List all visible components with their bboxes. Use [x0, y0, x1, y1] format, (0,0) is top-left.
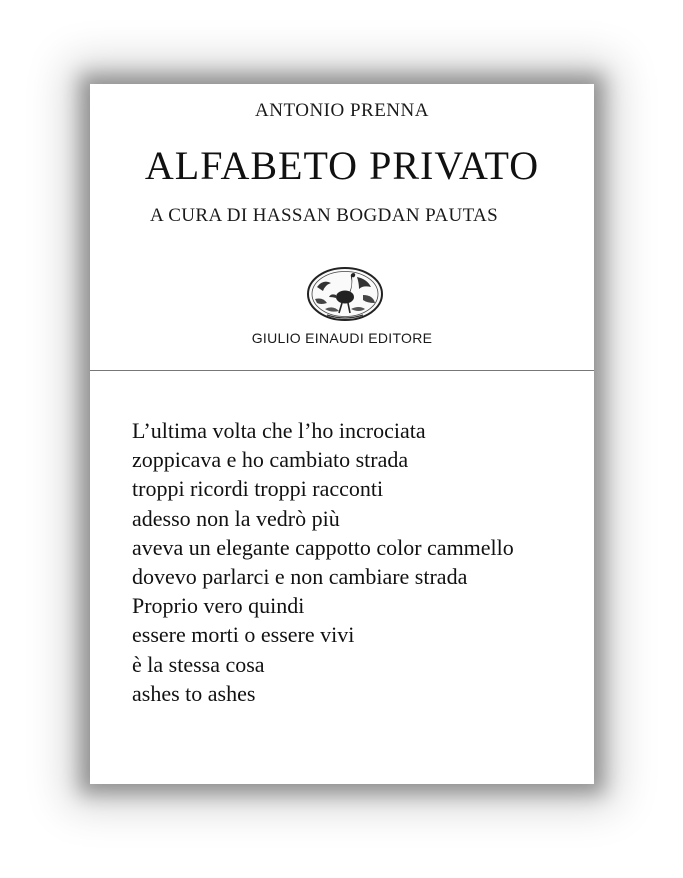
cover-divider — [90, 370, 594, 371]
poem-line: zoppicava e ho cambiato strada — [132, 447, 409, 473]
poem-line: è la stessa cosa — [132, 651, 265, 677]
ostrich-emblem-icon — [305, 265, 385, 323]
author-name: ANTONIO PRENNA — [255, 100, 429, 121]
poem-line: ashes to ashes — [132, 680, 256, 706]
book-cover — [90, 84, 594, 784]
poem-line: troppi ricordi troppi racconti — [132, 476, 384, 502]
poem-line: adesso non la vedrò più — [132, 505, 340, 531]
poem-line: aveva un elegante cappotto color cammello — [132, 534, 514, 560]
poem-line: L’ultima volta che l’ho incrociata — [132, 418, 426, 443]
publisher-name: GIULIO EINAUDI EDITORE — [251, 330, 433, 346]
curator-credit: A CURA DI HASSAN BOGDAN PAUTAS — [150, 205, 499, 226]
poem-text — [132, 416, 592, 708]
poem-line: Proprio vero quindi — [132, 593, 305, 619]
book-title: ALFABETO PRIVATO — [144, 143, 540, 188]
poem-line: dovevo parlarci e non cambiare strada — [132, 563, 468, 589]
poem-line: essere morti o essere vivi — [132, 622, 355, 648]
